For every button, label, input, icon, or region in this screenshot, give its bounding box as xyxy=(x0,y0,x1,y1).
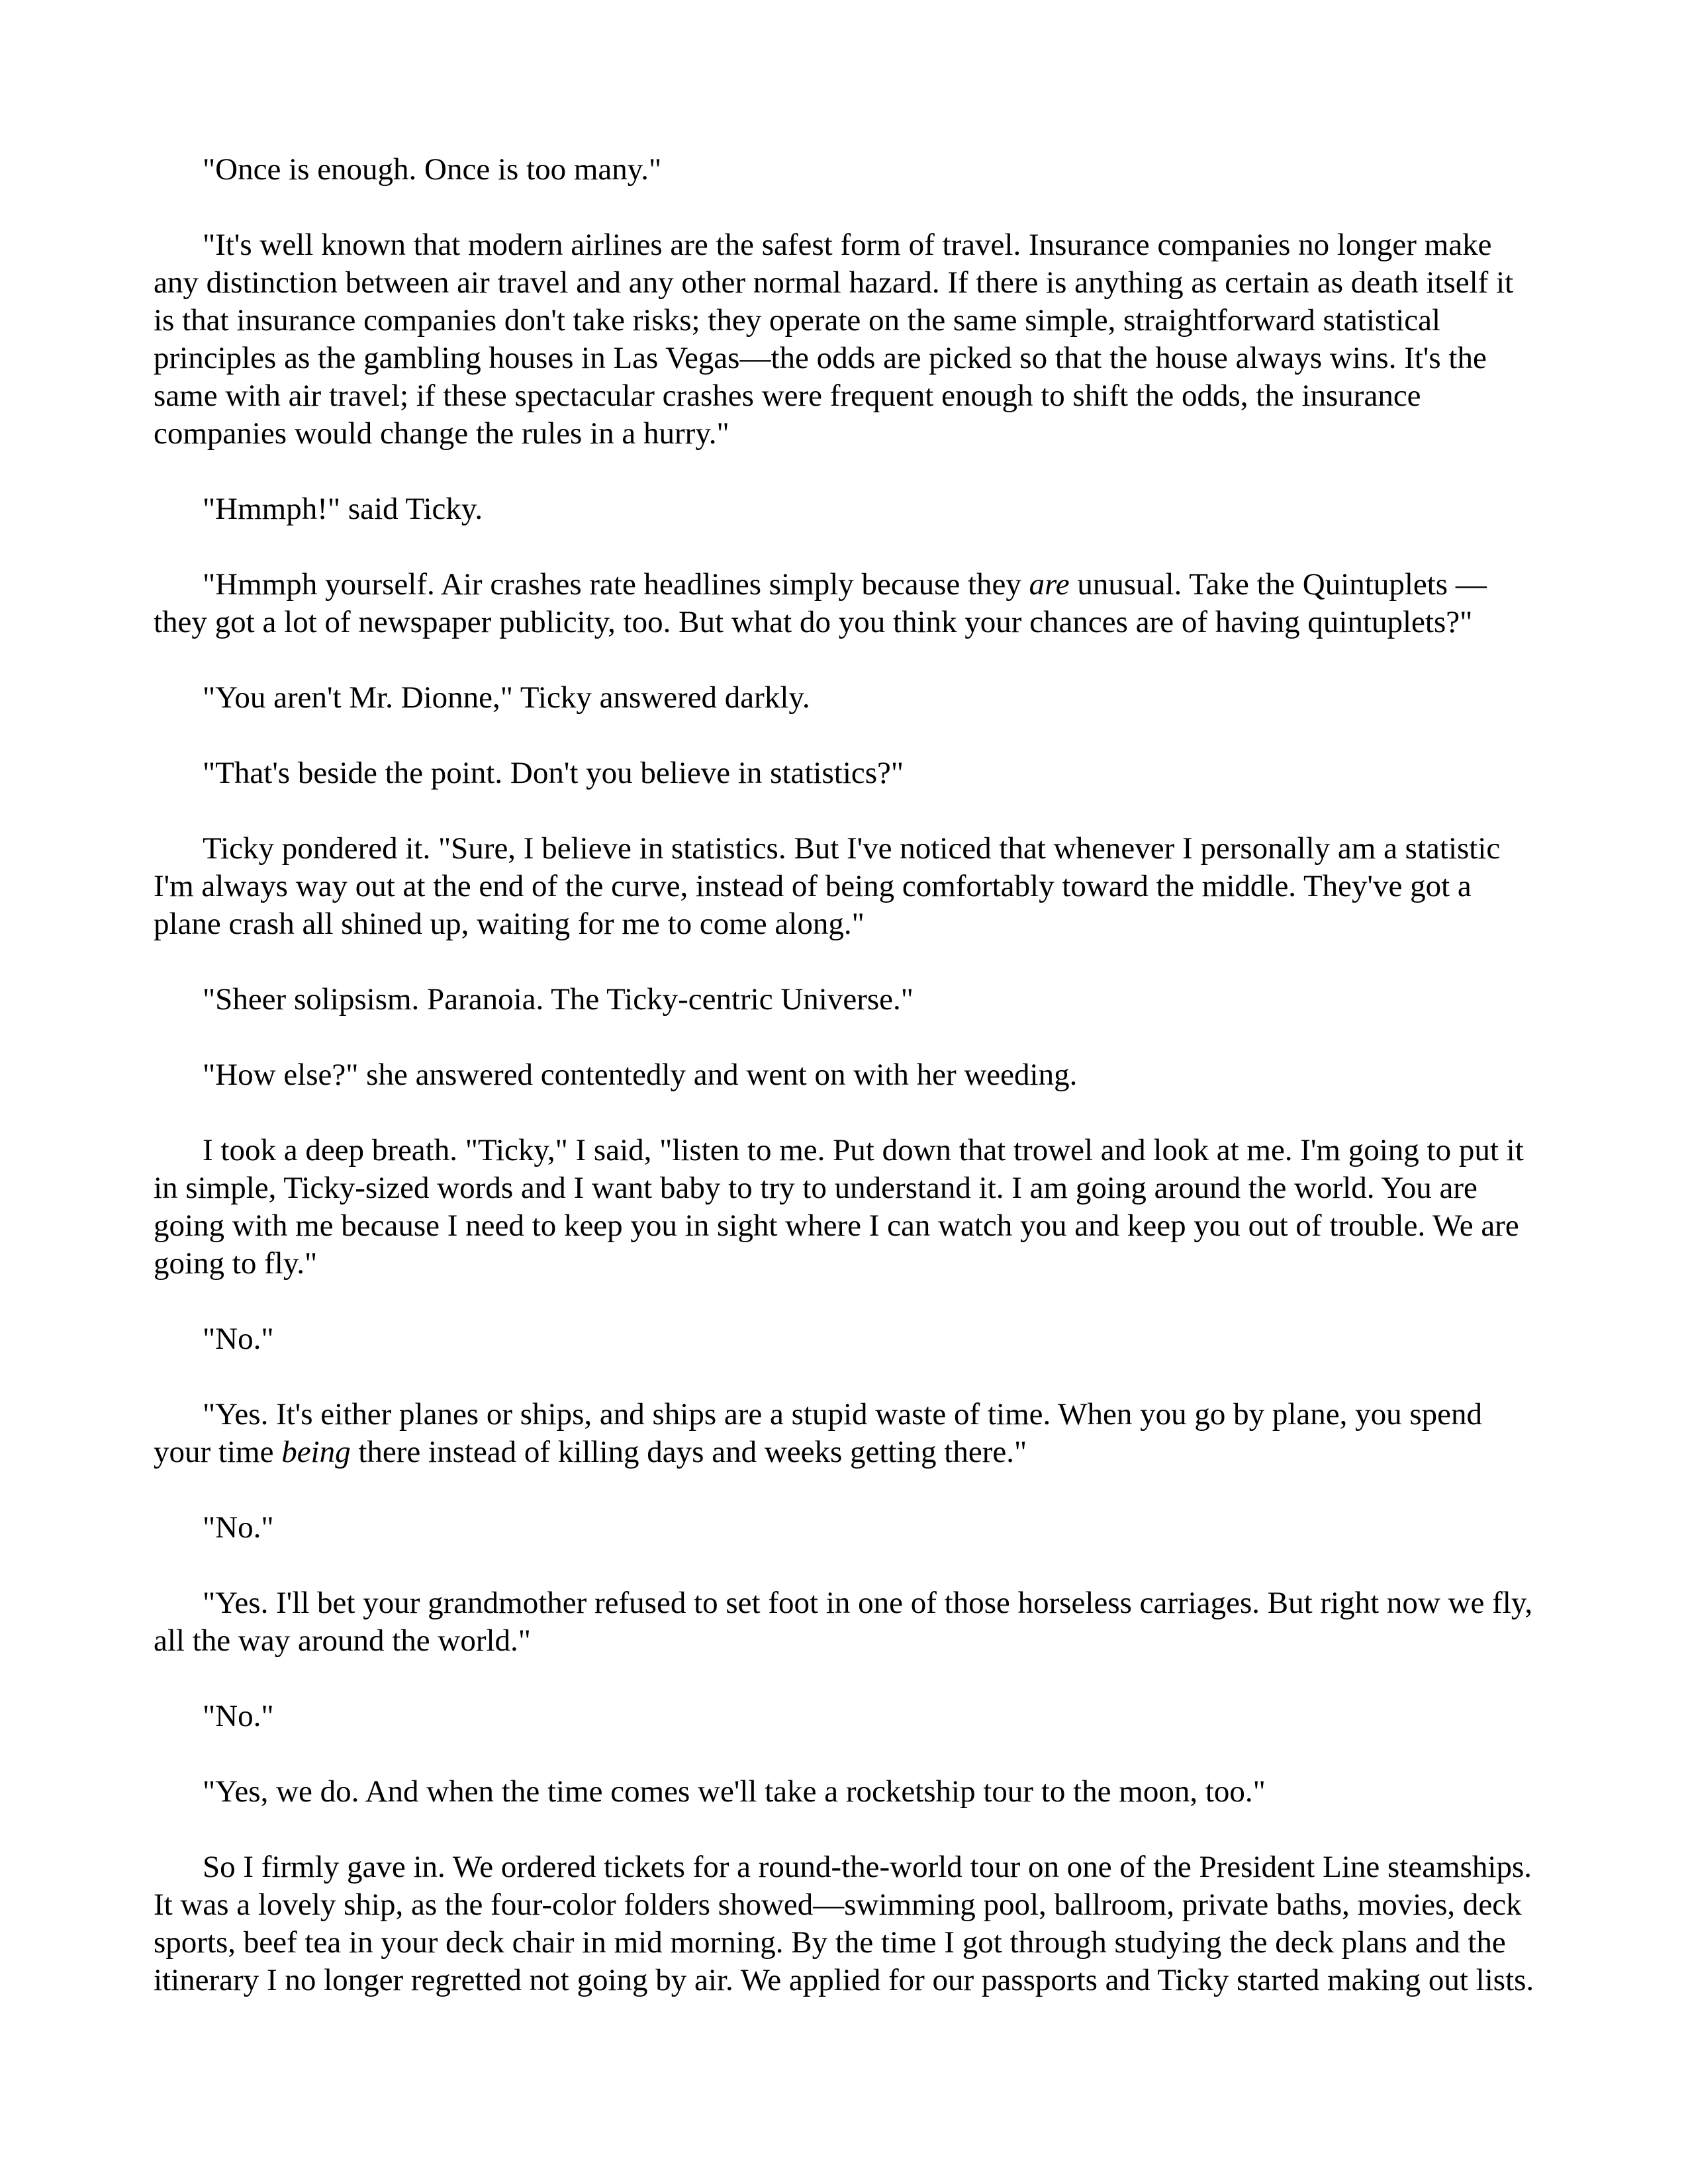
paragraph xyxy=(154,1773,1537,1811)
paragraph-text: So I firmly gave in. We ordered tickets for a round-the-world tour on one of the President Line steamships. It was a lovely ship, as the four-color folders showed—swimming pool, ballroom, private baths, movies, deck sports, beef tea in your deck chair in mid morning. By the time I got through studying the deck plans and the itinerary I no longer regretted not going by air. We applied for our passports and Ticky started making out lists. xyxy=(154,1850,1534,1997)
paragraph-text: there instead of killing days and weeks getting there." xyxy=(350,1435,1027,1469)
paragraph xyxy=(154,754,1537,792)
paragraph xyxy=(154,981,1537,1019)
paragraph xyxy=(154,1056,1537,1094)
paragraph xyxy=(154,1396,1537,1471)
paragraph-text: "How else?" she answered contentedly and went on with her weeding. xyxy=(203,1058,1078,1092)
paragraph-text: Ticky pondered it. "Sure, I believe in statistics. But I've noticed that whenever I personally am a statistic I'm always way out at the end of the curve, instead of being comfortably toward the middle. They've got a plane crash all shined up, waiting for me to come along." xyxy=(154,831,1501,941)
paragraph-text: "You aren't Mr. Dionne," Ticky answered darkly. xyxy=(203,680,810,715)
paragraph xyxy=(154,1848,1537,1999)
paragraph xyxy=(154,1698,1537,1735)
paragraph-text: "It's well known that modern airlines are the safest form of travel. Insurance companies no longer make any distinction between air travel and any other normal hazard. If there is anything as certain as death itself it is that insurance companies don't take risks; they operate on the same simple, straightforward statistical principles as the gambling houses in Las Vegas—the odds are picked so that the house always wins. It's the same with air travel; if these spectacular crashes were frequent enough to shift the odds, the insurance companies would change the rules in a hurry." xyxy=(154,228,1514,451)
paragraph-text: "Yes. I'll bet your grandmother refused to set foot in one of those horseless carriages. But right now we fly, all the way around the world." xyxy=(154,1586,1533,1658)
paragraph-text: I took a deep breath. "Ticky," I said, "listen to me. Put down that trowel and look at me. I'm going to put it in simple, Ticky-sized words and I want baby to try to understand it. I am going around the world. You are going with me because I need to keep you in sight where I can watch you and keep you out of trouble. We are going to fly." xyxy=(154,1133,1524,1281)
emphasis-text: being xyxy=(281,1435,351,1469)
paragraph xyxy=(154,830,1537,943)
paragraph-text: "No." xyxy=(203,1510,274,1545)
paragraph-text: "No." xyxy=(203,1322,274,1356)
paragraph xyxy=(154,566,1537,641)
paragraph-text: "Once is enough. Once is too many." xyxy=(203,152,662,187)
paragraph-text: "Yes, we do. And when the time comes we'll take a rocketship tour to the moon, too." xyxy=(203,1774,1266,1809)
paragraph-text: "Yes. It's either planes or ships, and ships are a stupid waste of time. When you go by plane, you spend your time xyxy=(154,1397,1483,1469)
emphasis-text: are xyxy=(1029,567,1070,602)
paragraph-text: "Hmmph yourself. Air crashes rate headlines simply because they xyxy=(203,567,1029,602)
paragraph xyxy=(154,151,1537,189)
document-page xyxy=(154,151,1537,1999)
paragraph-text: "Hmmph!" said Ticky. xyxy=(203,492,483,526)
paragraph xyxy=(154,1584,1537,1660)
paragraph xyxy=(154,490,1537,528)
paragraph-text: "That's beside the point. Don't you believe in statistics?" xyxy=(203,756,904,790)
paragraph-text: unusual. Take the Quintuplets —they got a lot of newspaper publicity, too. But what do you think your chances are of having quintuplets?" xyxy=(154,567,1487,639)
paragraph-text: "Sheer solipsism. Paranoia. The Ticky-centric Universe." xyxy=(203,982,914,1017)
paragraph-text: "No." xyxy=(203,1699,274,1733)
paragraph xyxy=(154,679,1537,717)
paragraph xyxy=(154,1320,1537,1358)
paragraph xyxy=(154,226,1537,453)
paragraph xyxy=(154,1132,1537,1283)
paragraph xyxy=(154,1509,1537,1547)
